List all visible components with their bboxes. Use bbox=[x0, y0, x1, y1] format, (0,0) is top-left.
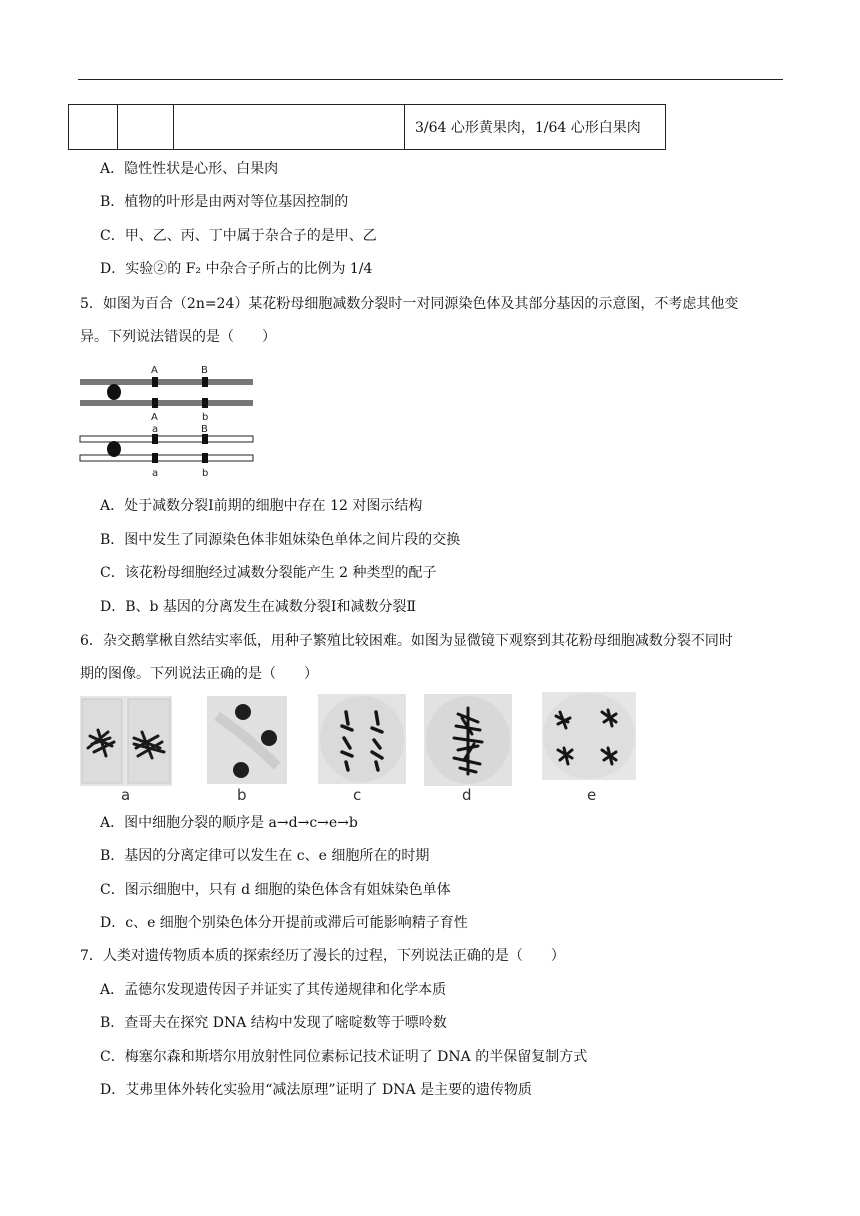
panel-label-d: d bbox=[462, 786, 472, 804]
label-bot-a: a bbox=[152, 468, 159, 479]
q4-option-c: C．甲、乙、丙、丁中属于杂合子的是甲、乙 bbox=[100, 228, 377, 244]
q6-stem-line2: 期的图像。下列说法正确的是（ ） bbox=[80, 666, 318, 682]
panel-label-e: e bbox=[587, 786, 597, 804]
q4-option-a: A．隐性性状是心形、白果肉 bbox=[100, 161, 279, 177]
panel-label-b: b bbox=[237, 786, 247, 804]
micrograph-a bbox=[80, 696, 172, 786]
q7-stem: 7．人类对遗传物质本质的探索经历了漫长的过程，下列说法正确的是（ ） bbox=[80, 948, 565, 964]
q6-option-d: D．c、e 细胞个别染色体分开提前或滞后可能影响精子育性 bbox=[100, 915, 468, 931]
chromatid-white-1 bbox=[80, 436, 253, 442]
q7-option-c: C．梅塞尔森和斯塔尔用放射性同位素标记技术证明了 DNA 的半保留复制方式 bbox=[100, 1049, 588, 1065]
q6-option-a: A．图中细胞分裂的顺序是 a→d→c→e→b bbox=[100, 815, 358, 831]
chromatid-white-2 bbox=[80, 455, 253, 461]
locus-mark bbox=[202, 453, 208, 463]
q5-option-c: C．该花粉母细胞经过减数分裂能产生 2 种类型的配子 bbox=[100, 565, 437, 581]
panel-label-c: c bbox=[353, 786, 362, 804]
q5-option-b: B．图中发生了同源染色体非姐妹染色单体之间片段的交换 bbox=[100, 532, 461, 548]
chromatid-gray-2 bbox=[80, 400, 253, 406]
continued-table bbox=[68, 104, 666, 150]
q6-option-b: B．基因的分离定律可以发生在 c、e 细胞所在的时期 bbox=[100, 848, 430, 864]
centromere-white bbox=[107, 441, 121, 457]
locus-mark bbox=[152, 434, 158, 444]
table-row bbox=[69, 105, 666, 150]
locus-mark bbox=[152, 377, 158, 387]
locus-mark bbox=[152, 453, 158, 463]
label-mid1-A: A bbox=[151, 412, 158, 423]
locus-mark bbox=[202, 398, 208, 408]
q7-option-d: D．艾弗里体外转化实验用“减法原理”证明了 DNA 是主要的遗传物质 bbox=[100, 1082, 533, 1098]
label-mid1-b: b bbox=[202, 412, 209, 423]
chromatid-gray-1 bbox=[80, 379, 253, 385]
table-cell bbox=[174, 105, 405, 150]
locus-mark bbox=[202, 434, 208, 444]
label-bot-b: b bbox=[202, 468, 209, 479]
q6-stem-line1: 6．杂交鹅掌楸自然结实率低，用种子繁殖比较困难。如图为显微镜下观察到其花粉母细胞减数分裂不同时 bbox=[80, 633, 733, 649]
header-rule bbox=[78, 79, 783, 80]
table-cell bbox=[118, 105, 174, 150]
q7-option-a: A．孟德尔发现遗传因子并证实了其传递规律和化学本质 bbox=[100, 982, 447, 998]
q4-option-b: B．植物的叶形是由两对等位基因控制的 bbox=[100, 194, 349, 210]
q5-option-d: D．B、b 基因的分离发生在减数分裂Ⅰ和减数分裂Ⅱ bbox=[100, 599, 416, 615]
label-mid2-a: a bbox=[152, 424, 159, 435]
q6-option-c: C．图示细胞中，只有 d 细胞的染色体含有姐妹染色单体 bbox=[100, 882, 451, 898]
label-top-A: A bbox=[151, 365, 158, 376]
panel-label-a: a bbox=[121, 786, 131, 804]
micrograph-c bbox=[318, 694, 406, 784]
table-cell-result: 3/64 心形黄果肉，1/64 心形白果肉 bbox=[405, 105, 666, 150]
micrograph-e bbox=[542, 692, 636, 780]
q5-option-a: A．处于减数分裂Ⅰ前期的细胞中存在 12 对图示结构 bbox=[100, 498, 423, 514]
locus-mark bbox=[202, 377, 208, 387]
micrograph-d bbox=[424, 694, 512, 786]
locus-mark bbox=[152, 398, 158, 408]
q7-option-b: B．查哥夫在探究 DNA 结构中发现了嘧啶数等于嘌呤数 bbox=[100, 1015, 447, 1031]
chromosome-diagram bbox=[78, 362, 258, 480]
q5-stem-line1: 5．如图为百合（2n=24）某花粉母细胞减数分裂时一对同源染色体及其部分基因的示意图，不考虑其他变 bbox=[80, 296, 739, 312]
table-cell bbox=[69, 105, 118, 150]
centromere-gray bbox=[107, 384, 121, 400]
q5-stem-line2: 异。下列说法错误的是（ ） bbox=[80, 329, 276, 345]
q4-option-d: D．实验②的 F₂ 中杂合子所占的比例为 1/4 bbox=[100, 261, 373, 277]
label-mid2-B: B bbox=[201, 424, 208, 435]
micrograph-b bbox=[207, 696, 287, 784]
label-top-B: B bbox=[201, 365, 208, 376]
